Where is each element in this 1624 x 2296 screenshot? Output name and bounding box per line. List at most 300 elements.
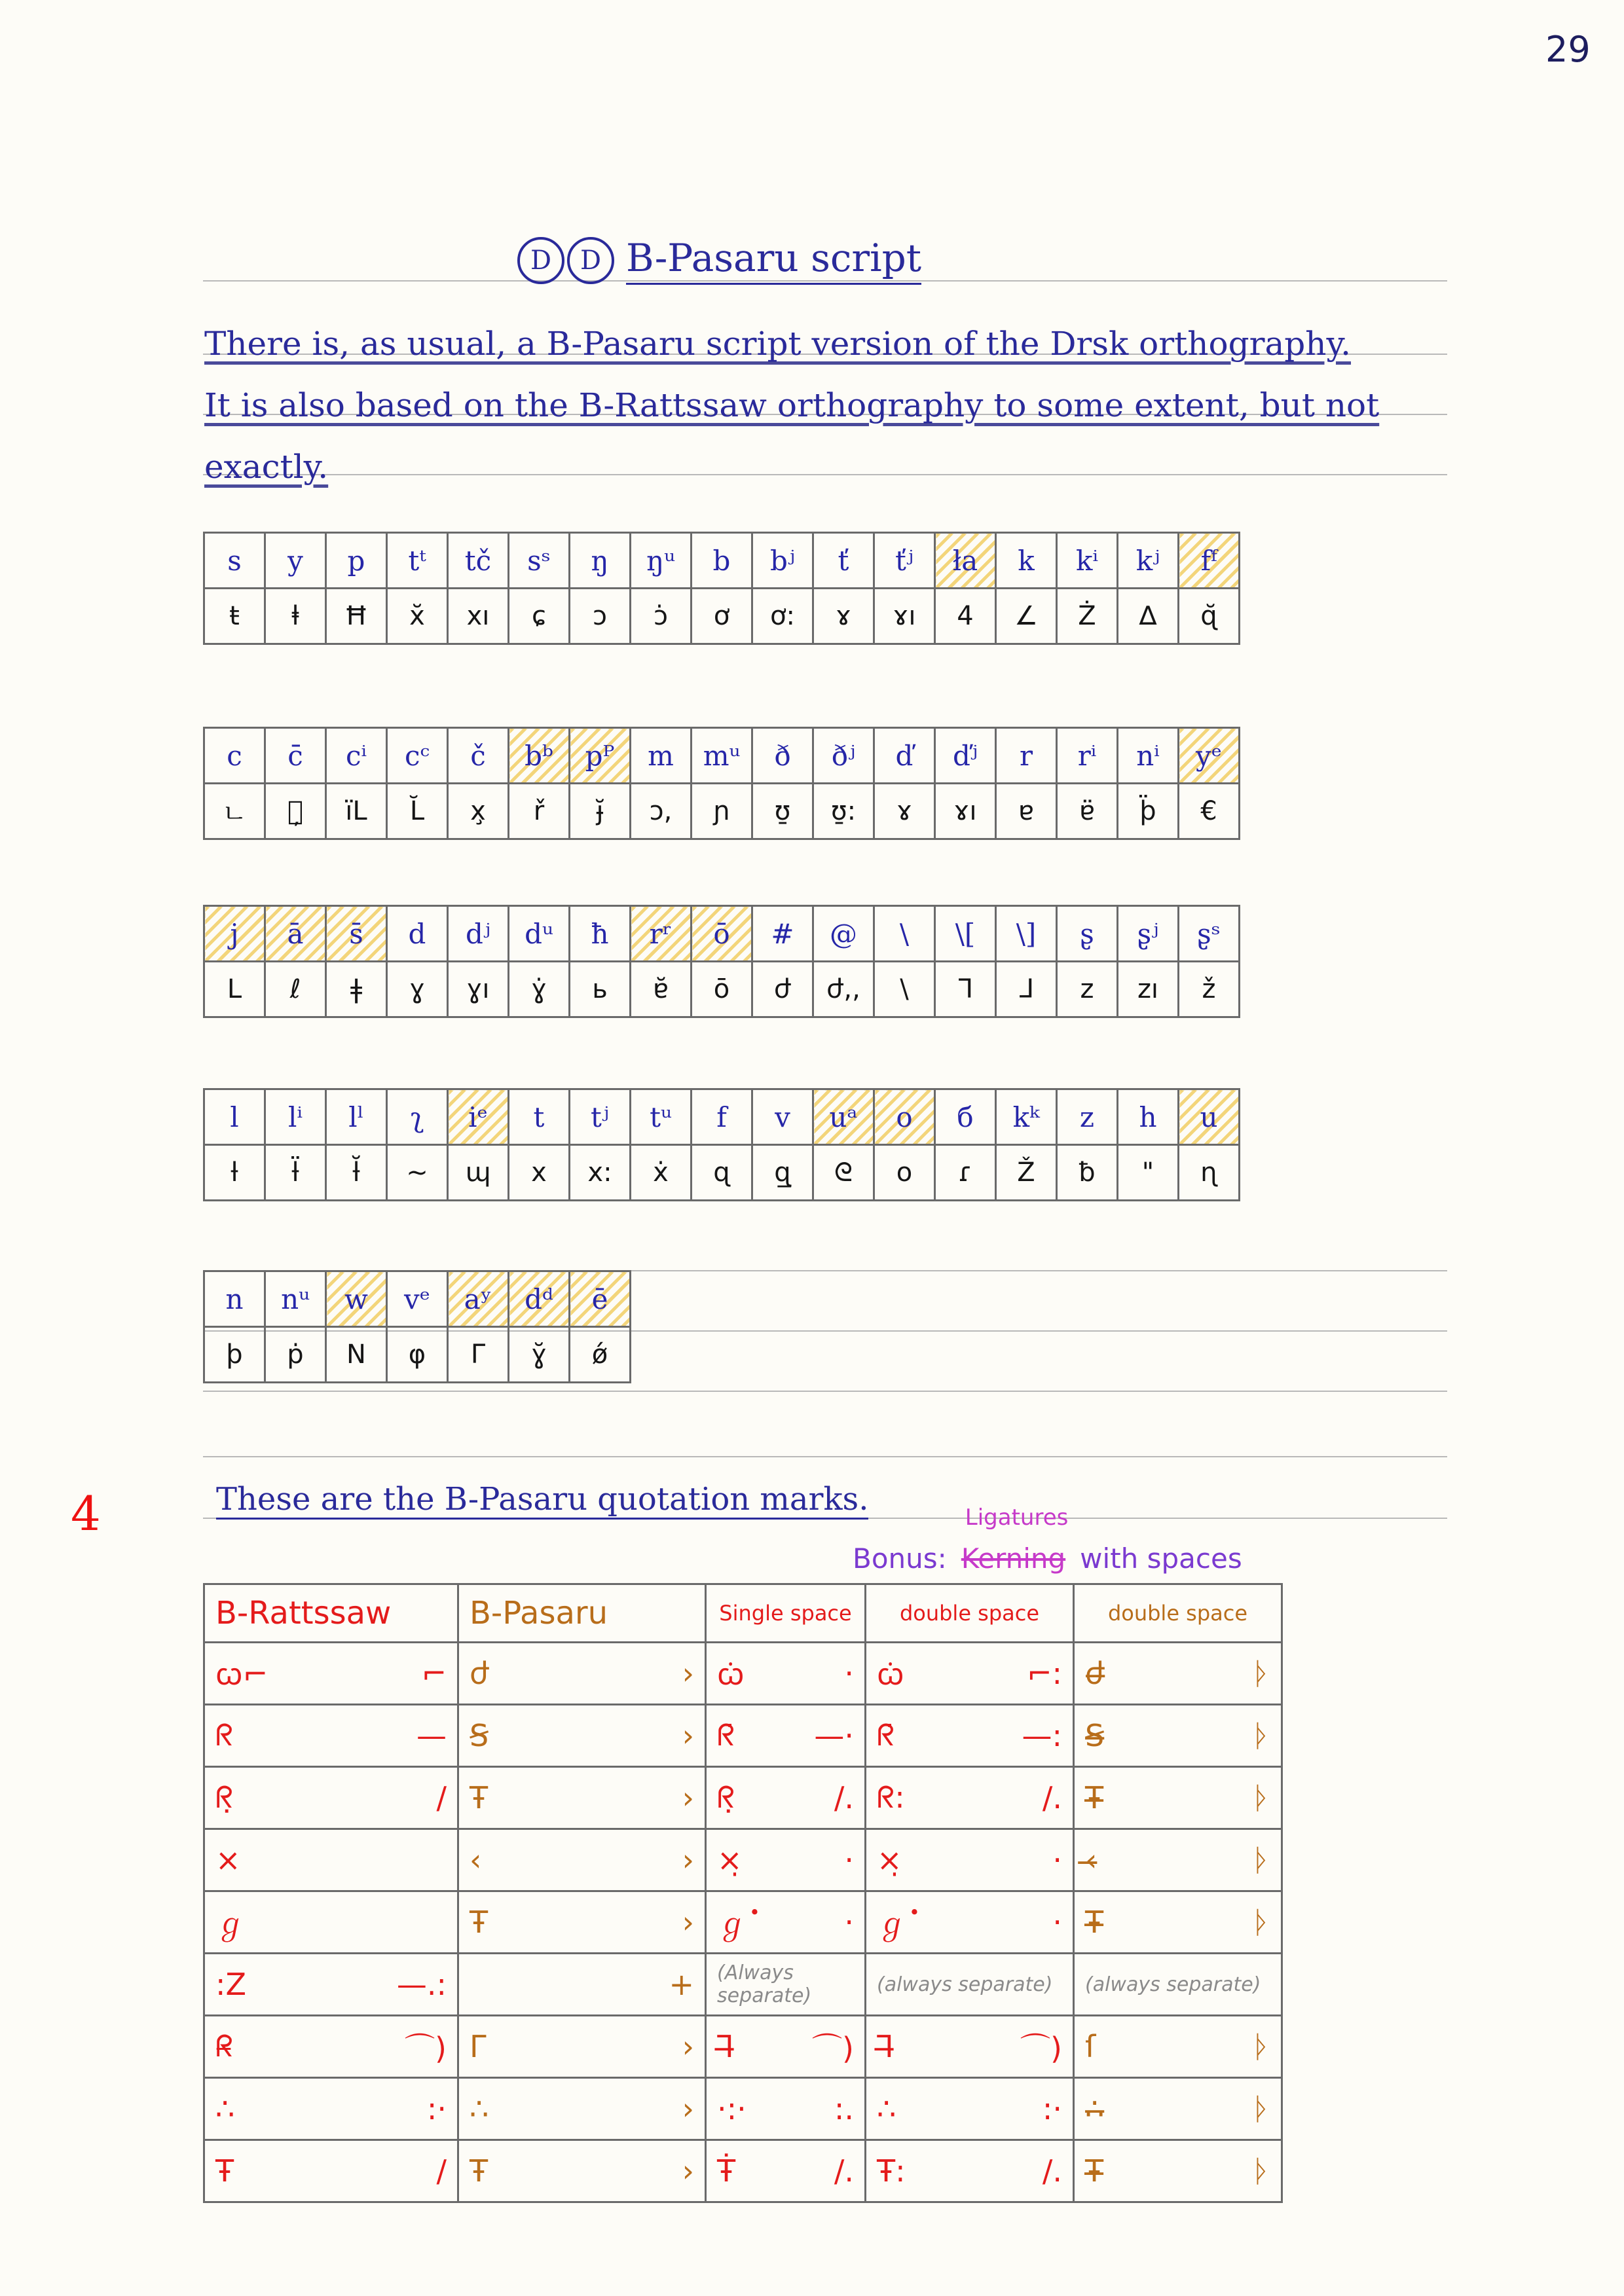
- opening-mark: Ŧ̶: [1085, 1904, 1104, 1940]
- script-glyph-cell: zı: [1118, 962, 1179, 1017]
- closing-mark: /: [436, 1780, 447, 1815]
- script-glyph-cell: ɐ̆: [631, 962, 692, 1017]
- closing-mark: —.:: [396, 1967, 447, 2002]
- latin-letter-cell: tᵘ: [631, 1089, 692, 1145]
- script-glyph-cell: Ż: [1057, 589, 1118, 644]
- opening-mark: ℊ̇: [717, 1906, 747, 1942]
- latin-letter-cell: pᴾ: [570, 728, 631, 784]
- closing-mark: ›: [682, 1904, 694, 1940]
- latin-letter-cell: uᵃ: [813, 1089, 874, 1145]
- script-glyph-cell: ƚ̆: [326, 1145, 387, 1201]
- latin-letter-cell: s: [204, 533, 265, 589]
- opening-mark: ꞷ⌐: [215, 1656, 268, 1692]
- latin-letter-cell: m: [631, 728, 692, 784]
- latin-letter-cell: nᵘ: [265, 1271, 326, 1327]
- quote-cell-rat: [204, 2016, 458, 2078]
- quote-cell-pas: [458, 1767, 706, 1829]
- latin-letter-cell: ʅ: [387, 1089, 448, 1145]
- closing-mark: /.: [834, 2153, 854, 2189]
- script-glyph-cell: L: [204, 962, 265, 1017]
- script-glyph-cell: ժ: [752, 962, 813, 1017]
- script-glyph-cell: ⱡ: [265, 589, 326, 644]
- quotation-row: [204, 1643, 1282, 1705]
- script-glyph-cell: ṗ: [265, 1327, 326, 1383]
- latin-letter-cell: n: [204, 1271, 265, 1327]
- latin-letter-cell: ʂʲ: [1118, 906, 1179, 962]
- latin-letter-cell: rⁱ: [1057, 728, 1118, 784]
- opening-mark: Ŧ̶: [1085, 1780, 1104, 1815]
- latin-letter-cell: ð: [752, 728, 813, 784]
- closing-mark: /.: [1042, 1780, 1062, 1815]
- script-glyph-cell: z: [1057, 962, 1118, 1017]
- latin-letter-cell: ʂˢ: [1179, 906, 1240, 962]
- closing-mark: ›: [682, 1656, 694, 1691]
- script-glyph-cell: ~: [387, 1145, 448, 1201]
- script-glyph-cell: ь: [570, 962, 631, 1017]
- script-glyph-cell: ɔ,: [631, 784, 692, 839]
- bonus-rest: with spaces: [1080, 1542, 1242, 1575]
- quote-cell-single: [706, 2140, 866, 2202]
- latin-letter-cell: \: [874, 906, 935, 962]
- quote-cell-rat: [204, 1705, 458, 1767]
- opening-mark: Ŧ:: [877, 2153, 906, 2189]
- quote-cell-double: [866, 1705, 1074, 1767]
- opening-mark: Ꞁ̶: [877, 2029, 894, 2064]
- script-glyph-cell: ɋ: [692, 1145, 752, 1201]
- quote-cell-lig: [1074, 1767, 1282, 1829]
- script-glyph-cell: ơ:: [752, 589, 813, 644]
- quote-cell-lig: [1074, 1891, 1282, 1954]
- quote-cell-single: [706, 1767, 866, 1829]
- quote-cell-double: [866, 1891, 1074, 1954]
- opening-mark: :Z: [215, 1967, 247, 2002]
- latin-letter-cell: bʲ: [752, 533, 813, 589]
- quote-cell-single: [706, 1705, 866, 1767]
- latin-letter-cell: kᵏ: [996, 1089, 1057, 1145]
- script-glyph-cell: ƀ: [1057, 1145, 1118, 1201]
- script-glyph-cell: ɤ: [874, 784, 935, 839]
- closing-mark: ›: [682, 1718, 694, 1753]
- closing-mark: ·: [844, 1656, 854, 1691]
- closing-mark: ᚦ: [1252, 1656, 1270, 1691]
- closing-mark: ›: [682, 1780, 694, 1815]
- closing-mark: ᚦ: [1252, 1842, 1270, 1878]
- closing-mark: ⌒): [1020, 2031, 1062, 2066]
- closing-mark: —·: [814, 1718, 854, 1753]
- script-glyph-cell: ɋ̆: [1179, 589, 1240, 644]
- latin-letter-cell: aʸ: [448, 1271, 509, 1327]
- latin-letter-cell: d: [387, 906, 448, 962]
- quote-cell-lig: [1074, 2016, 1282, 2078]
- script-glyph-cell: ŧ: [204, 589, 265, 644]
- script-glyph-cell: ɣ: [387, 962, 448, 1017]
- script-glyph-cell: ∆: [1118, 589, 1179, 644]
- script-glyph-cell: ɟ̆: [570, 784, 631, 839]
- latin-letter-cell: \]: [996, 906, 1057, 962]
- opening-mark: Ŧ: [470, 1780, 489, 1815]
- opening-mark: ∴: [215, 2091, 235, 2126]
- latin-letter-cell: z: [1057, 1089, 1118, 1145]
- script-glyph-cell: ": [1118, 1145, 1179, 1201]
- quote-cell-lig: [1074, 2078, 1282, 2140]
- opening-mark: Ꞩ: [470, 1718, 489, 1753]
- bonus-note: [853, 1504, 1242, 1575]
- alphabet-table: [203, 532, 1240, 645]
- intro-line: exactly.: [204, 448, 329, 486]
- quote-cell-double: [866, 2016, 1074, 2078]
- script-glyph-cell: ƚ: [204, 1145, 265, 1201]
- alphabet-table: [203, 727, 1240, 840]
- quote-cell-rat: [204, 1829, 458, 1891]
- header-rattssaw: B-Rattssaw: [204, 1584, 458, 1643]
- script-glyph-cell: ǿ: [570, 1327, 631, 1383]
- script-glyph-cell: N: [326, 1327, 387, 1383]
- quote-cell-single: [706, 1891, 866, 1954]
- intro-paragraph: [204, 313, 1442, 498]
- quote-cell-pas: [458, 1954, 706, 2016]
- script-glyph-cell: ɤ: [813, 589, 874, 644]
- script-glyph-cell: ᒥ: [448, 1327, 509, 1383]
- header-double-space: double space: [866, 1584, 1074, 1643]
- latin-letter-cell: f: [692, 1089, 752, 1145]
- opening-mark: ᖇ̶: [215, 2028, 234, 2064]
- quote-cell-rat: [204, 1767, 458, 1829]
- latin-letter-cell: y: [265, 533, 326, 589]
- quote-cell-rat: [204, 1643, 458, 1705]
- script-glyph-cell: ʊ̱:: [813, 784, 874, 839]
- opening-mark: (always separate): [877, 1973, 1053, 1996]
- latin-letter-cell: mᵘ: [692, 728, 752, 784]
- script-glyph-cell: L̆: [387, 784, 448, 839]
- latin-letter-cell: ŋᵘ: [631, 533, 692, 589]
- closing-mark: —: [416, 1718, 447, 1753]
- opening-mark: Γ: [470, 2029, 487, 2064]
- latin-letter-cell: kⁱ: [1057, 533, 1118, 589]
- quote-cell-lig: [1074, 1705, 1282, 1767]
- script-glyph-cell: ɳ: [1179, 1145, 1240, 1201]
- latin-letter-cell: t: [509, 1089, 570, 1145]
- latin-letter-cell: kʲ: [1118, 533, 1179, 589]
- quote-cell-single: [706, 1643, 866, 1705]
- closing-mark: ›: [682, 2029, 694, 2064]
- latin-letter-cell: ťʲ: [874, 533, 935, 589]
- latin-letter-cell: lⁱ: [265, 1089, 326, 1145]
- header-single-space: Single space: [706, 1584, 866, 1643]
- script-glyph-cell: Ħ: [326, 589, 387, 644]
- latin-letter-cell: p: [326, 533, 387, 589]
- opening-mark: ∴̶: [1085, 2091, 1105, 2126]
- script-glyph-cell: ㄴ̦: [265, 784, 326, 839]
- script-glyph-cell: x̆: [387, 589, 448, 644]
- quote-cell-pas: [458, 1705, 706, 1767]
- opening-mark: ×: [215, 1842, 241, 1878]
- script-glyph-cell: ïL: [326, 784, 387, 839]
- opening-mark: Ŧ: [470, 2153, 489, 2189]
- latin-letter-cell: yᵉ: [1179, 728, 1240, 784]
- closing-mark: :·: [1042, 2091, 1062, 2126]
- opening-mark: Ŧ̇: [717, 2153, 736, 2189]
- latin-letter-cell: \[: [935, 906, 996, 962]
- latin-letter-cell: ē: [570, 1271, 631, 1327]
- script-glyph-cell: x̧: [448, 784, 509, 839]
- opening-mark: (always separate): [1085, 1973, 1261, 1996]
- quote-cell-lig: [1074, 2140, 1282, 2202]
- closing-mark: :·: [426, 2091, 447, 2126]
- script-glyph-cell: ɋ̲: [752, 1145, 813, 1201]
- closing-mark: /.: [834, 1780, 854, 1815]
- quotation-row: [204, 1767, 1282, 1829]
- quotation-row: [204, 1829, 1282, 1891]
- latin-letter-cell: tᵗ: [387, 533, 448, 589]
- opening-mark: ᖇ̣: [717, 1779, 735, 1815]
- quote-cell-lig: [1074, 1829, 1282, 1891]
- closing-mark: ⌐: [421, 1656, 447, 1691]
- latin-letter-cell: tʲ: [570, 1089, 631, 1145]
- quote-cell-lig: [1074, 1643, 1282, 1705]
- closing-mark: ⌐:: [1026, 1656, 1062, 1691]
- intro-line: It is also based on the B-Rattssaw orthography to some extent, but not: [204, 386, 1380, 424]
- latin-letter-cell: ť: [813, 533, 874, 589]
- quotation-table: [203, 1583, 1283, 2203]
- script-glyph-cell: ẋ: [631, 1145, 692, 1201]
- script-glyph-cell: ž: [1179, 962, 1240, 1017]
- latin-letter-cell: ħ: [570, 906, 631, 962]
- closing-mark: ›: [682, 1842, 694, 1878]
- quote-cell-single: [706, 2078, 866, 2140]
- script-glyph-cell: þ̈: [1118, 784, 1179, 839]
- quote-cell-pas: [458, 2078, 706, 2140]
- latin-letter-cell: č: [448, 728, 509, 784]
- script-glyph-cell: φ: [387, 1327, 448, 1383]
- quote-cell-lig: [1074, 1954, 1282, 2016]
- quote-cell-double: [866, 2140, 1074, 2202]
- closing-mark: ᚦ: [1252, 2091, 1270, 2126]
- closing-mark: ·: [844, 1842, 854, 1878]
- closing-mark: ᚦ: [1252, 2153, 1270, 2189]
- script-glyph-cell: x:: [570, 1145, 631, 1201]
- script-glyph-cell: ɔ: [570, 589, 631, 644]
- latin-letter-cell: cᶜ: [387, 728, 448, 784]
- bonus-label: Bonus:: [853, 1542, 947, 1575]
- latin-letter-cell: j: [204, 906, 265, 962]
- closing-mark: ᚦ: [1252, 1718, 1270, 1753]
- script-glyph-cell: x: [509, 1145, 570, 1201]
- opening-mark: ×̣: [877, 1842, 902, 1878]
- script-glyph-cell: ᒧ: [996, 962, 1057, 1017]
- opening-mark: ժ: [470, 1656, 490, 1691]
- opening-mark: ∴: [877, 2091, 896, 2126]
- quotation-row: [204, 2016, 1282, 2078]
- closing-mark: ᚦ: [1252, 2029, 1270, 2064]
- opening-mark: Ŧ̶: [1085, 2153, 1104, 2189]
- script-glyph-cell: ∠: [996, 589, 1057, 644]
- latin-letter-cell: fᶠ: [1179, 533, 1240, 589]
- ruled-line: [203, 1391, 1447, 1392]
- script-glyph-cell: Ž: [996, 1145, 1057, 1201]
- script-glyph-cell: þ: [204, 1327, 265, 1383]
- script-glyph-cell: ō: [692, 962, 752, 1017]
- script-glyph-cell: ℓ: [265, 962, 326, 1017]
- opening-mark: ꞷ̇: [717, 1656, 745, 1692]
- quote-cell-pas: [458, 1829, 706, 1891]
- quotation-row: [204, 1891, 1282, 1954]
- closing-mark: ᚦ: [1252, 1904, 1270, 1940]
- intro-line: There is, as usual, a B-Pasaru script version of the Drsk orthography.: [204, 325, 1352, 363]
- latin-letter-cell: dᵈ: [509, 1271, 570, 1327]
- latin-letter-cell: dᵘ: [509, 906, 570, 962]
- quote-cell-single: [706, 2016, 866, 2078]
- latin-letter-cell: vᵉ: [387, 1271, 448, 1327]
- script-glyph-cell: ɣ̇: [509, 962, 570, 1017]
- quote-cell-single: [706, 1829, 866, 1891]
- script-glyph-cell: ʊ̱: [752, 784, 813, 839]
- quotation-row: [204, 2078, 1282, 2140]
- closing-mark: ·: [1052, 1904, 1062, 1940]
- latin-letter-cell: sˢ: [509, 533, 570, 589]
- script-glyph-cell: ㄴ: [204, 784, 265, 839]
- latin-letter-cell: c̄: [265, 728, 326, 784]
- struck-word: Kerning: [961, 1542, 1066, 1575]
- alphabet-table: [203, 1270, 631, 1383]
- script-glyph-cell: ǂ: [326, 962, 387, 1017]
- quotation-row: [204, 2140, 1282, 2202]
- circled-letter: D: [567, 237, 614, 284]
- opening-mark: ·:·: [717, 2091, 747, 2126]
- latin-letter-cell: lˡ: [326, 1089, 387, 1145]
- closing-mark: +: [669, 1967, 694, 2002]
- quote-cell-pas: [458, 1891, 706, 1954]
- opening-mark: ꞷ̇: [877, 1656, 904, 1692]
- latin-letter-cell: ā: [265, 906, 326, 962]
- latin-letter-cell: cⁱ: [326, 728, 387, 784]
- quotation-sentence: These are the B-Pasaru quotation marks.: [216, 1481, 868, 1520]
- circled-letter: D: [517, 237, 564, 284]
- latin-letter-cell: #: [752, 906, 813, 962]
- script-glyph-cell: ɐ: [996, 784, 1057, 839]
- page-number: 29: [1545, 29, 1591, 70]
- script-glyph-cell: ɕ: [509, 589, 570, 644]
- quote-cell-double: [866, 1643, 1074, 1705]
- opening-mark: ‹̶: [1085, 1842, 1098, 1878]
- opening-mark: ℊ̇: [877, 1906, 907, 1942]
- latin-letter-cell: ʂ: [1057, 906, 1118, 962]
- quote-cell-rat: [204, 1891, 458, 1954]
- latin-letter-cell: l: [204, 1089, 265, 1145]
- latin-letter-cell: ō: [692, 906, 752, 962]
- quote-cell-pas: [458, 2140, 706, 2202]
- closing-mark: ›: [682, 2091, 694, 2126]
- quotation-row: [204, 1705, 1282, 1767]
- latin-letter-cell: ła: [935, 533, 996, 589]
- latin-letter-cell: dʲ: [448, 906, 509, 962]
- ruled-line: [203, 1456, 1447, 1457]
- latin-letter-cell: s̄: [326, 906, 387, 962]
- latin-letter-cell: u: [1179, 1089, 1240, 1145]
- script-glyph-cell: o: [874, 1145, 935, 1201]
- alphabet-table: [203, 1088, 1240, 1201]
- quote-cell-pas: [458, 2016, 706, 2078]
- script-glyph-cell: ɣ̆: [509, 1327, 570, 1383]
- latin-letter-cell: ŋ: [570, 533, 631, 589]
- margin-mark: 4: [71, 1486, 101, 1541]
- quote-cell-rat: [204, 2078, 458, 2140]
- opening-mark: Ŧ: [215, 2153, 234, 2189]
- latin-letter-cell: @: [813, 906, 874, 962]
- latin-letter-cell: iᵉ: [448, 1089, 509, 1145]
- closing-mark: ›: [682, 2153, 694, 2189]
- latin-letter-cell: k: [996, 533, 1057, 589]
- latin-letter-cell: ðʲ: [813, 728, 874, 784]
- script-glyph-cell: ɾ: [935, 1145, 996, 1201]
- opening-mark: ᖇ̣: [215, 1779, 234, 1815]
- script-glyph-cell: €: [1179, 784, 1240, 839]
- latin-letter-cell: б: [935, 1089, 996, 1145]
- quote-cell-pas: [458, 1643, 706, 1705]
- latin-letter-cell: r: [996, 728, 1057, 784]
- opening-mark: (Always separate): [717, 1961, 812, 2007]
- quote-cell-rat: [204, 1954, 458, 2016]
- closing-mark: :.: [834, 2091, 854, 2126]
- script-glyph-cell: ɔ̇: [631, 589, 692, 644]
- header-pasaru: B-Pasaru: [458, 1584, 706, 1643]
- opening-mark: ‹: [470, 1842, 482, 1878]
- closing-mark: ·: [844, 1904, 854, 1940]
- opening-mark: ᖇ:: [877, 1779, 905, 1815]
- quote-cell-double: [866, 1829, 1074, 1891]
- script-glyph-cell: \: [874, 962, 935, 1017]
- script-glyph-cell: ơ: [692, 589, 752, 644]
- script-glyph-cell: ժ,,: [813, 962, 874, 1017]
- script-glyph-cell: xı: [448, 589, 509, 644]
- closing-mark: /: [436, 2153, 447, 2189]
- script-glyph-cell: ᘓ: [813, 1145, 874, 1201]
- opening-mark: Ŧ: [470, 1904, 489, 1940]
- opening-mark: Ꞁ̶: [717, 2029, 734, 2064]
- latin-letter-cell: h: [1118, 1089, 1179, 1145]
- latin-letter-cell: ď: [874, 728, 935, 784]
- page-title: B-Pasaru script: [626, 236, 921, 285]
- opening-mark: ᖇ̇: [717, 1717, 735, 1753]
- latin-letter-cell: tč: [448, 533, 509, 589]
- latin-letter-cell: o: [874, 1089, 935, 1145]
- inserted-word: Ligatures: [965, 1504, 1069, 1531]
- script-glyph-cell: ɤı: [874, 589, 935, 644]
- latin-letter-cell: w: [326, 1271, 387, 1327]
- script-glyph-cell: ɣı: [448, 962, 509, 1017]
- script-glyph-cell: ɲ: [692, 784, 752, 839]
- script-glyph-cell: ɐ̈: [1057, 784, 1118, 839]
- script-glyph-cell: ƚ̈: [265, 1145, 326, 1201]
- closing-mark: ᚦ: [1252, 1780, 1270, 1815]
- script-glyph-cell: ɰ: [448, 1145, 509, 1201]
- quote-cell-single: [706, 1954, 866, 2016]
- quote-cell-rat: [204, 2140, 458, 2202]
- opening-mark: ſ: [1085, 2029, 1096, 2064]
- latin-letter-cell: nⁱ: [1118, 728, 1179, 784]
- closing-mark: /.: [1042, 2153, 1062, 2189]
- opening-mark: ᖇ: [215, 1717, 234, 1753]
- latin-letter-cell: rʳ: [631, 906, 692, 962]
- script-glyph-cell: ř: [509, 784, 570, 839]
- header-double-space-ligature: double space: [1074, 1584, 1282, 1643]
- opening-mark: ᖇ̇: [877, 1717, 895, 1753]
- latin-letter-cell: ďʲ: [935, 728, 996, 784]
- circled-section-marks: [517, 237, 614, 284]
- latin-letter-cell: bᵇ: [509, 728, 570, 784]
- script-glyph-cell: 4: [935, 589, 996, 644]
- quote-cell-double: [866, 1767, 1074, 1829]
- opening-mark: ժ̶: [1085, 1656, 1105, 1691]
